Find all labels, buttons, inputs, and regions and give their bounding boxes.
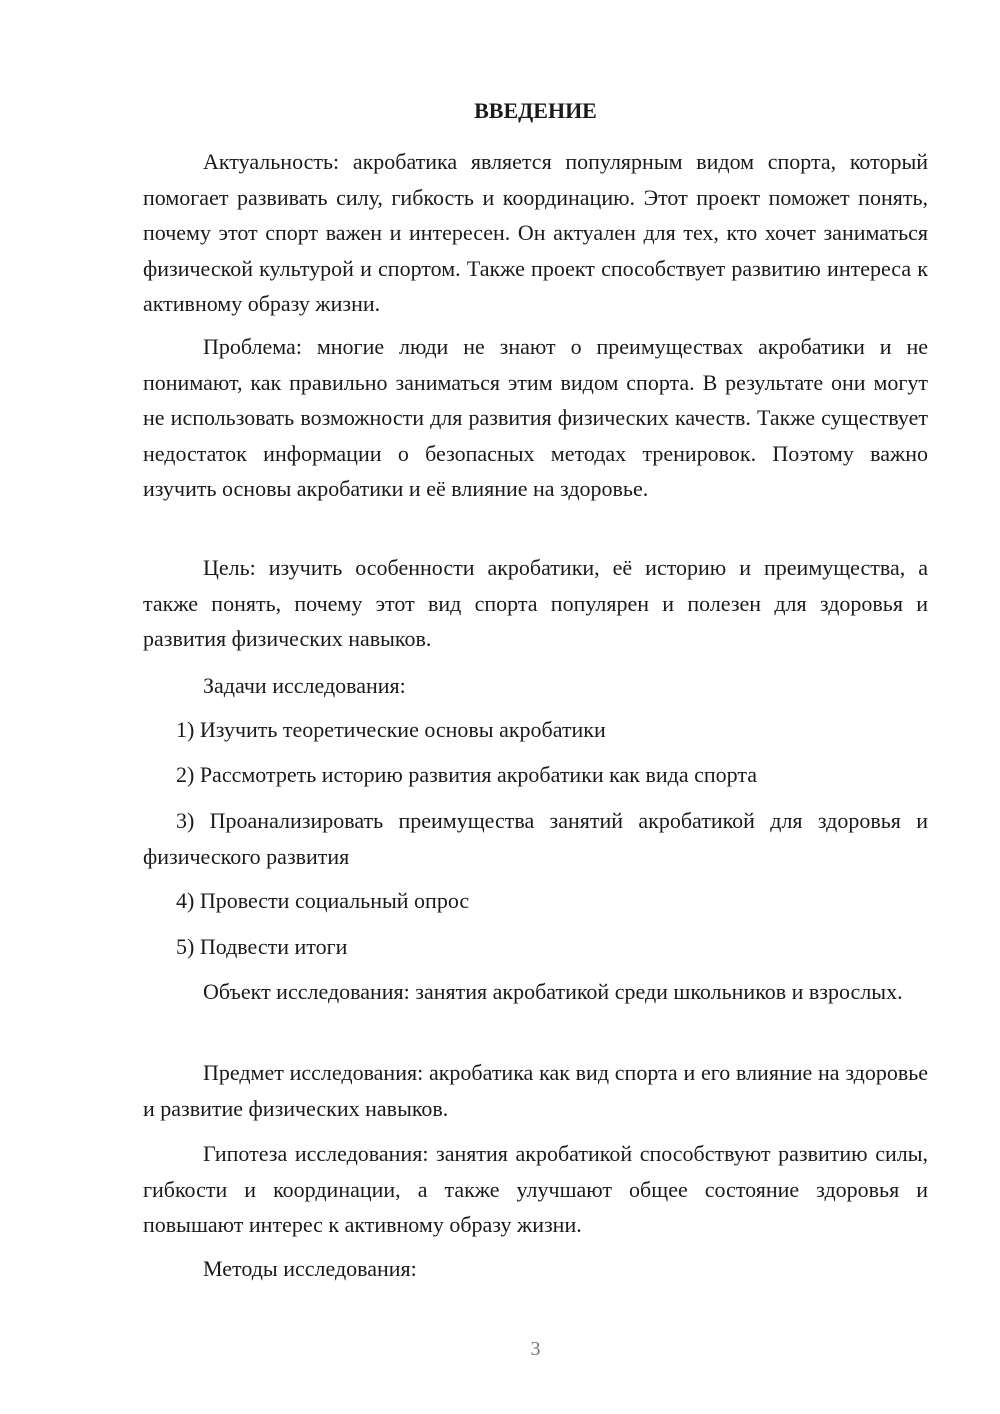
paragraph-tasks-heading: Задачи исследования:	[203, 673, 406, 698]
paragraph-object: Объект исследования: занятия акробатикой среди школьников и взрослых.	[203, 979, 903, 1004]
task-item: 1) Изучить теоретические основы акробатики	[176, 717, 606, 742]
paragraph-hypothesis: Гипотеза исследования: занятия акробатикой способствуют развитию силы, гибкости и координации, а также улучшают общее состояние здоровья и повышают интерес к активному образу жизни.	[143, 1141, 928, 1237]
page-heading: ВВЕДЕНИЕ	[474, 98, 597, 123]
task-item: 2) Рассмотреть историю развития акробатики как вида спорта	[176, 762, 757, 787]
paragraph-relevance: Актуальность: акробатика является популярным видом спорта, который помогает развивать силу, гибкость и координацию. Этот проект поможет понять, почему этот спорт важен и интересен. Он актуален для тех, кто хочет заниматься физической культурой и спортом. Также проект способствует развитию интереса к активному образу жизни.	[143, 149, 928, 316]
paragraph-subject: Предмет исследования: акробатика как вид спорта и его влияние на здоровье и развитие физических навыков.	[143, 1060, 928, 1121]
page-number: 3	[530, 1338, 541, 1360]
paragraph-goal: Цель: изучить особенности акробатики, её историю и преимущества, а также понять, почему этот вид спорта популярен и полезен для здоровья и развития физических навыков.	[143, 555, 928, 651]
task-item: 5) Подвести итоги	[176, 934, 348, 959]
paragraph-methods: Методы исследования:	[203, 1256, 417, 1281]
task-item: 4) Провести социальный опрос	[176, 888, 470, 913]
task-item: 3) Проанализировать преимущества занятий акробатикой для здоровья и физического развития	[143, 808, 928, 869]
paragraph-problem: Проблема: многие люди не знают о преимуществах акробатики и не понимают, как правильно заниматься этим видом спорта. В результате они могут не использовать возможности для развития физических качеств. Также существует недостаток информации о безопасных методах тренировок. Поэтому важно изучить основы акробатики и её влияние на здоровье.	[143, 334, 928, 501]
